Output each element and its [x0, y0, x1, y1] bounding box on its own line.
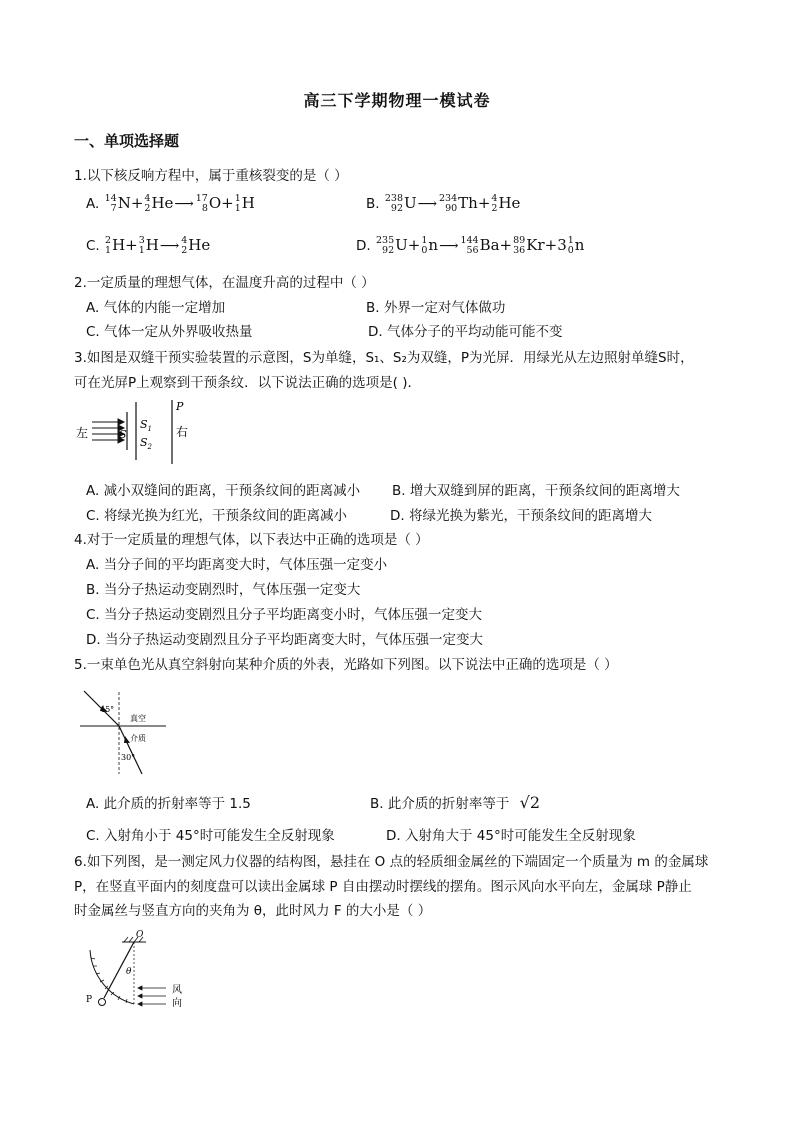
nuclide-he: 4 2: [181, 235, 188, 256]
double-slit-diagram: [74, 398, 204, 466]
q5-option-c: C. 入射角小于 45°时可能发生全反射现象: [86, 828, 335, 844]
nuclide-h: 2 1: [105, 235, 112, 256]
q2-option-b: B. 外界一定对气体做功: [366, 300, 506, 316]
q1-option-d: D. 235 92 U+ 1 0 n⟶ 144 56 Ba+ 89 36 Kr+3 1 0 n: [356, 235, 585, 256]
nuclide-o: 17 8: [195, 193, 208, 214]
nuclide-n: 1 0: [567, 235, 574, 256]
q4-option-a: A. 当分子间的平均距离变大时，气体压强一定变小: [86, 557, 388, 573]
page-title: 高三下学期物理一模试卷: [303, 91, 491, 110]
wind-label-1: 风: [172, 985, 182, 996]
angle-45-label: 45°: [100, 705, 115, 714]
nuclide-n: 1 0: [421, 235, 428, 256]
nuclide-he: 4 2: [144, 193, 151, 214]
q5-option-b: [370, 792, 540, 812]
q1-option-b: B. 238 92 U⟶ 234 90 Th+ 4 2 He: [366, 193, 521, 214]
wind-meter-diagram: [80, 928, 190, 1018]
q5-option-d: D. 入射角大于 45°时可能发生全反射现象: [386, 828, 636, 844]
nuclide-h: 1 1: [234, 193, 241, 214]
q4-option-b: B. 当分子热运动变剧烈时，气体压强一定变大: [86, 582, 361, 598]
q1-option-a: A. 14 7 N+ 4 2 He⟶ 17 8 O+ 1 1 H: [86, 193, 255, 214]
q2-option-a: A. 气体的内能一定增加: [86, 300, 226, 316]
q6-line1: 6.如下列图，是一测定风力仪器的结构图，悬挂在 O 点的轻质细金属丝的下端固定一个质量为 m 的金属球: [74, 854, 709, 870]
q1-option-c: C. 2 1 H+ 3 1 H⟶ 4 2 He: [86, 235, 211, 256]
q3-option-c: C. 将绿光换为红光，干预条纹间的距离减小: [86, 508, 348, 524]
nuclide-kr: 89 36: [513, 235, 526, 256]
nuclide-th: 234 90: [439, 193, 458, 214]
nuclide-ba: 144 56: [460, 235, 479, 256]
nuclide-h: 3 1: [138, 235, 145, 256]
refraction-diagram: [78, 686, 170, 778]
wind-label-2: 向: [172, 998, 182, 1009]
q6-line2: P，在竖直平面内的刻度盘可以读出金属球 P 自由摆动时摆线的摆角。图示风向水平向左，金属球 P静止: [74, 879, 692, 895]
wind-arrows: [138, 986, 166, 1006]
q3-option-d: D. 将绿光换为紫光，干预条纹间的距离增大: [390, 508, 652, 524]
label-p: P: [86, 995, 93, 1005]
label-s2: $S_2$: [140, 436, 153, 451]
medium-label: 介质: [130, 734, 146, 743]
angle-30-label: 30°: [121, 753, 136, 762]
q5-stem: 5.一束单色光从真空斜射向某种介质的外表，光路如下列图。以下说法中正确的选项是（ ）: [74, 657, 618, 673]
nuclide-he: 4 2: [491, 193, 498, 214]
q4-stem: 4.对于一定质量的理想气体，以下表达中正确的选项是（ ）: [74, 532, 429, 548]
label-right: 右: [176, 425, 189, 439]
label-s1: $S_1$: [140, 418, 153, 433]
section-heading: 一、单项选择题: [74, 132, 180, 150]
label-s: S: [119, 428, 127, 441]
scale-dial: [90, 950, 134, 1004]
q3-stem-line1: 3.如图是双缝干预实验装置的示意图，S为单缝，S₁、S₂为双缝，P为光屏．用绿光从左边照射单缝S时，: [74, 350, 694, 366]
label-theta: θ: [126, 967, 132, 977]
nuclide-u: 238 92: [384, 193, 403, 214]
sqrt-2: √2: [519, 793, 541, 812]
q3-stem-line2: 可在光屏P上观察到干预条纹．以下说法正确的选项是( )．: [74, 375, 421, 391]
nuclide-u: 235 92: [375, 235, 395, 256]
q1-stem: 1.以下核反响方程中，属于重核裂变的是（ ）: [74, 168, 348, 184]
q2-option-d: D. 气体分子的平均动能可能不变: [368, 324, 563, 340]
label-o: O: [136, 930, 144, 940]
q4-option-d: D. 当分子热运动变剧烈且分子平均距离变大时，气体压强一定变大: [86, 632, 483, 648]
vacuum-label: 真空: [130, 714, 146, 723]
option-label: D.: [356, 238, 371, 254]
q5-option-a: A. 此介质的折射率等于 1.5: [86, 796, 251, 812]
q4-option-c: C. 当分子热运动变剧烈且分子平均距离变小时，气体压强一定变大: [86, 607, 483, 623]
label-left: 左: [76, 426, 89, 440]
option-label: B.: [366, 196, 380, 212]
option-label: C.: [86, 238, 100, 254]
nuclide-n: 14 7: [104, 193, 117, 214]
q2-option-c: C. 气体一定从外界吸收热量: [86, 324, 253, 340]
option-label: A.: [86, 196, 100, 212]
q3-option-b: B. 增大双缝到屏的距离，干预条纹间的距离增大: [392, 483, 680, 499]
metal-ball-p: [99, 999, 106, 1006]
label-p: P: [176, 400, 184, 413]
q2-stem: 2.一定质量的理想气体，在温度升高的过程中（ ）: [74, 275, 375, 291]
option-b-text: B. 此介质的折射率等于: [370, 796, 510, 812]
q6-line3: 时金属丝与竖直方向的夹角为 θ，此时风力 F 的大小是（ ）: [74, 903, 432, 919]
q3-option-a: A. 减小双缝间的距离，干预条纹间的距离减小: [86, 483, 361, 499]
